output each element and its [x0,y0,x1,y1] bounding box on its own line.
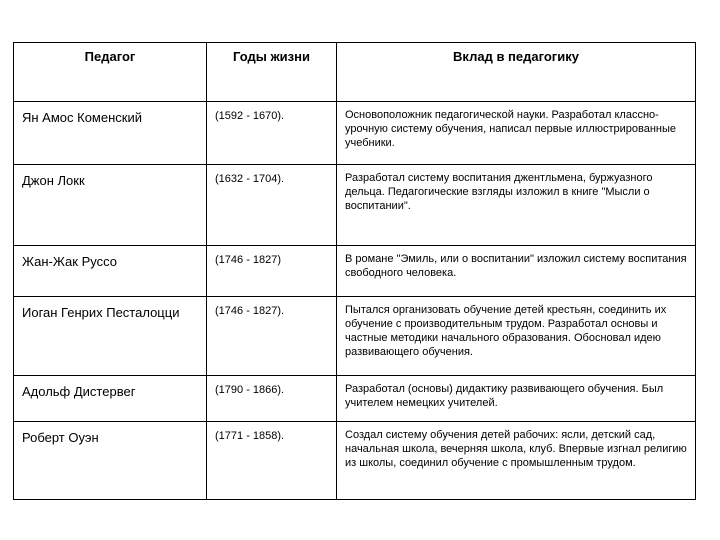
header-row [14,43,696,102]
years-of-life: (1790 - 1866). [207,375,337,422]
header-educator: Педагог [14,43,207,102]
contribution-text: Создал систему обучения детей рабочих: ясли, детский сад, начальная школа, вечерняя школа, клуб. Впервые изгнал религию из школы, соединил обучение с промышленным трудом. [337,422,696,500]
header-years: Годы жизни [207,43,337,102]
years-of-life: (1592 - 1670). [207,102,337,165]
years-of-life: (1632 - 1704). [207,165,337,246]
table-row [14,296,696,375]
years-of-life: (1746 - 1827) [207,246,337,297]
table-row [14,165,696,246]
contribution-text: Разработал (основы) дидактику развивающего обучения. Был учителем немецких учителей. [337,375,696,422]
educator-name: Адольф Дистервег [14,375,207,422]
table-row [14,375,696,422]
header-contribution: Вклад в педагогику [337,43,696,102]
contribution-text: Разработал систему воспитания джентльмена, буржуазного дельца. Педагогические взгляды изложил в книге "Мысли о воспитании". [337,165,696,246]
contribution-text: В романе "Эмиль, или о воспитании" изложил систему воспитания свободного человека. [337,246,696,297]
years-of-life: (1746 - 1827). [207,296,337,375]
educator-name: Джон Локк [14,165,207,246]
educators-table [13,42,696,500]
years-of-life: (1771 - 1858). [207,422,337,500]
table-row [14,246,696,297]
contribution-text: Пытался организовать обучение детей крестьян, соединить их обучение с производительным трудом. Разработал основы и частные методики начального образования. Обосновал идею развивающего обучения. [337,296,696,375]
educator-name: Жан-Жак Руссо [14,246,207,297]
table-row [14,422,696,500]
educator-name: Иоган Генрих Песталоцци [14,296,207,375]
educator-name: Ян Амос Коменский [14,102,207,165]
table-row [14,102,696,165]
contribution-text: Основоположник педагогической науки. Разработал классно-урочную систему обучения, написал первые иллюстрированные учебники. [337,102,696,165]
educator-name: Роберт Оуэн [14,422,207,500]
